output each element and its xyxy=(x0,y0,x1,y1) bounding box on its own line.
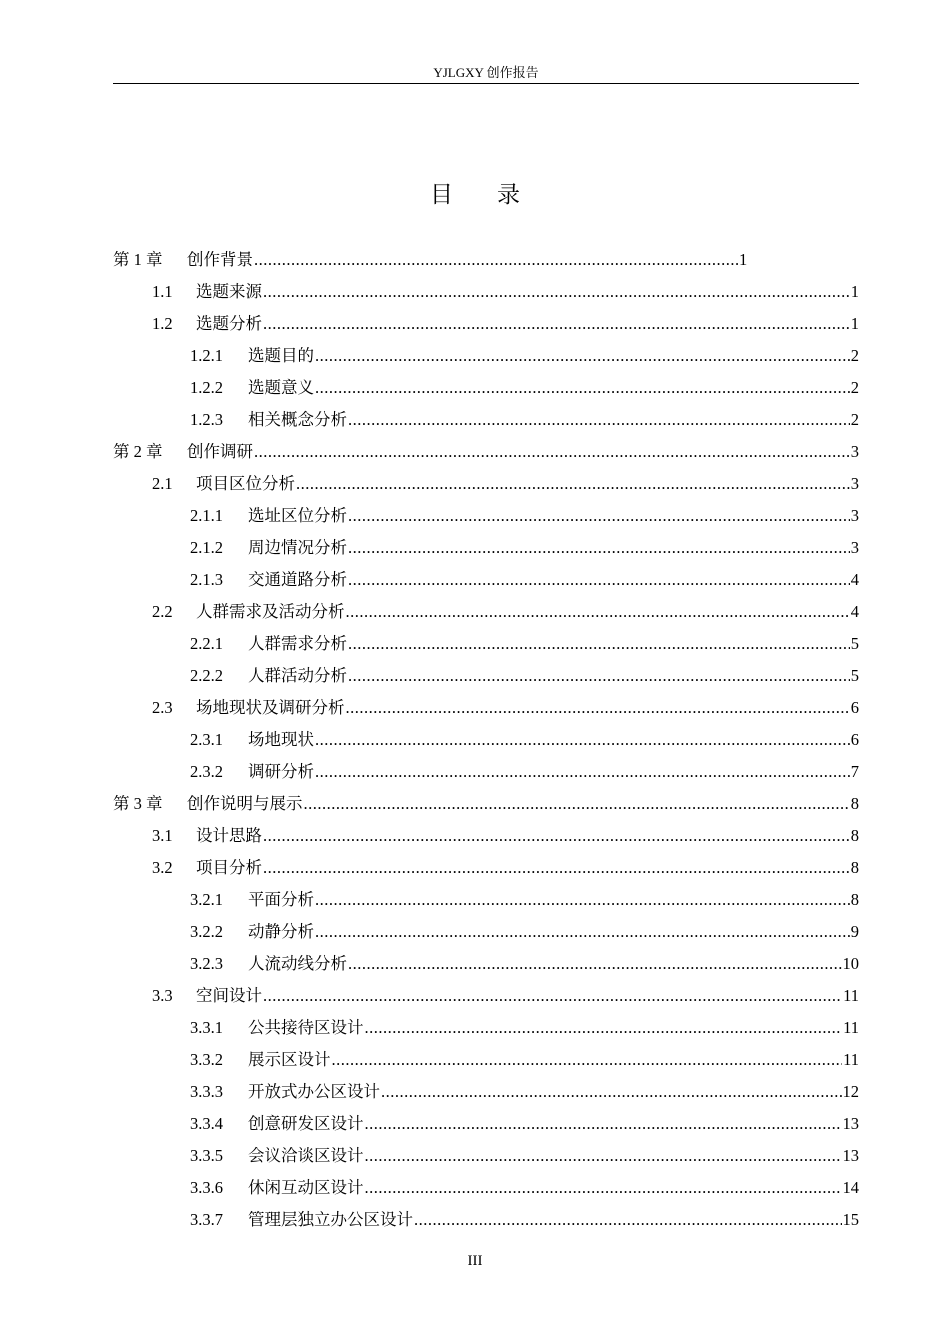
toc-entry-page: 6 xyxy=(850,730,859,749)
toc-entry-title: 休闲互动区设计 xyxy=(248,1178,364,1197)
toc-entry-number: 3.2 xyxy=(152,858,173,877)
toc-entry-number: 1.1 xyxy=(152,282,173,301)
toc-entry-title: 场地现状 xyxy=(248,730,314,749)
toc-entry-title: 人流动线分析 xyxy=(248,954,347,973)
toc-entry[interactable] xyxy=(113,1110,859,1142)
toc-entry-number: 2.2 xyxy=(152,602,173,621)
toc-entry-page: 5 xyxy=(850,634,859,653)
toc-entry[interactable] xyxy=(113,854,859,886)
toc-entry[interactable] xyxy=(113,950,859,982)
toc-entry[interactable] xyxy=(113,1206,859,1238)
toc-entry-title: 项目区位分析 xyxy=(196,474,295,493)
toc-entry-page: 1 xyxy=(850,282,859,301)
toc-entry-title: 创意研发区设计 xyxy=(248,1114,364,1133)
toc-entry-page: 2 xyxy=(850,410,859,429)
toc-entry-page: 7 xyxy=(850,762,859,781)
toc-entry-number: 第 3 章 xyxy=(113,794,163,813)
toc-entry[interactable] xyxy=(113,246,859,278)
toc-entry-title: 开放式办公区设计 xyxy=(248,1082,380,1101)
toc-entry-page: 11 xyxy=(843,1018,859,1037)
toc-entry-page: 4 xyxy=(850,602,859,621)
toc-entry[interactable] xyxy=(113,886,859,918)
toc-entry-number: 第 2 章 xyxy=(113,442,163,461)
toc-leader-dots xyxy=(365,1110,842,1138)
toc-entry-page: 15 xyxy=(842,1210,859,1229)
toc-leader-dots xyxy=(263,278,850,306)
toc-entry-page: 10 xyxy=(842,954,859,973)
toc-entry-title: 空间设计 xyxy=(196,986,262,1005)
toc-entry-number: 3.3.3 xyxy=(190,1082,223,1101)
toc-leader-dots xyxy=(365,1142,842,1170)
toc-entry-title: 选题目的 xyxy=(248,346,314,365)
toc-entry[interactable] xyxy=(113,598,859,630)
toc-entry-page: 12 xyxy=(842,1082,859,1101)
toc-leader-dots xyxy=(365,1174,842,1202)
toc-entry-title: 创作背景 xyxy=(187,250,253,269)
toc-entry-number: 2.1.1 xyxy=(190,506,223,525)
toc-entry[interactable] xyxy=(113,822,859,854)
toc-entry-page: 4 xyxy=(850,570,859,589)
toc-leader-dots xyxy=(315,374,850,402)
toc-entry-number: 3.3.4 xyxy=(190,1114,223,1133)
toc-leader-dots xyxy=(348,566,850,594)
header-rule xyxy=(113,83,859,84)
toc-entry-title: 人群需求及活动分析 xyxy=(196,602,345,621)
toc-entry[interactable] xyxy=(113,278,859,310)
toc-leader-dots xyxy=(254,438,850,466)
toc-entry[interactable] xyxy=(113,534,859,566)
toc-title-left: 目 xyxy=(430,182,453,207)
toc-leader-dots xyxy=(304,790,850,818)
toc-entry-number: 1.2.1 xyxy=(190,346,223,365)
toc-entry[interactable] xyxy=(113,374,859,406)
toc-entry-title: 设计思路 xyxy=(196,826,262,845)
toc-entry-number: 1.2.2 xyxy=(190,378,223,397)
toc-entry-page: 1 xyxy=(850,314,859,333)
toc-leader-dots xyxy=(348,534,850,562)
toc-entry-page: 9 xyxy=(850,922,859,941)
toc-leader-dots xyxy=(315,342,850,370)
toc-entry-title: 管理层独立办公区设计 xyxy=(248,1210,413,1229)
toc-entry-title: 交通道路分析 xyxy=(248,570,347,589)
page-number: III xyxy=(467,1253,483,1269)
toc-title xyxy=(0,176,950,209)
toc-entry-page: 2 xyxy=(850,378,859,397)
toc-entry-title: 选址区位分析 xyxy=(248,506,347,525)
toc-entry[interactable] xyxy=(113,1046,859,1078)
toc-entry-title: 平面分析 xyxy=(248,890,314,909)
toc-entry[interactable] xyxy=(113,630,859,662)
toc-entry-page: 11 xyxy=(843,1050,859,1069)
toc-entry-number: 3.3.5 xyxy=(190,1146,223,1165)
toc-entry-number: 3.2.3 xyxy=(190,954,223,973)
toc-entry[interactable] xyxy=(113,406,859,438)
toc-entry-title: 选题来源 xyxy=(196,282,262,301)
toc-entry-number: 2.2.2 xyxy=(190,666,223,685)
toc-leader-dots xyxy=(315,726,850,754)
toc-leader-dots xyxy=(414,1206,842,1234)
toc-leader-dots xyxy=(332,1046,843,1074)
toc-entry-number: 2.2.1 xyxy=(190,634,223,653)
toc-entry[interactable] xyxy=(113,470,859,502)
toc-entry-number: 3.3 xyxy=(152,986,173,1005)
toc-entry[interactable] xyxy=(113,662,859,694)
toc-entry[interactable] xyxy=(113,758,859,790)
toc-entry-page: 14 xyxy=(842,1178,859,1197)
toc-entry-page: 8 xyxy=(850,890,859,909)
toc-entry-title: 会议洽谈区设计 xyxy=(248,1146,364,1165)
toc-leader-dots xyxy=(263,822,850,850)
toc-leader-dots xyxy=(315,918,850,946)
toc-entry[interactable] xyxy=(113,1142,859,1174)
toc-leader-dots xyxy=(263,854,850,882)
toc-entry-number: 3.2.1 xyxy=(190,890,223,909)
toc-entry-page: 3 xyxy=(850,506,859,525)
toc-entry[interactable] xyxy=(113,438,859,470)
toc-entry-title: 项目分析 xyxy=(196,858,262,877)
toc-entry-page: 8 xyxy=(850,826,859,845)
toc-entry[interactable] xyxy=(113,342,859,374)
toc-leader-dots xyxy=(296,470,850,498)
toc-entry[interactable] xyxy=(113,790,859,822)
toc-entry-number: 2.1.3 xyxy=(190,570,223,589)
toc-entry[interactable] xyxy=(113,310,859,342)
toc-leader-dots xyxy=(348,406,850,434)
toc-entry-page: 5 xyxy=(850,666,859,685)
toc-entry-title: 选题意义 xyxy=(248,378,314,397)
toc-entry-title: 动静分析 xyxy=(248,922,314,941)
toc-entry-number: 2.1 xyxy=(152,474,173,493)
toc-entry-number: 2.1.2 xyxy=(190,538,223,557)
toc-entry[interactable] xyxy=(113,566,859,598)
toc-entry-number: 2.3 xyxy=(152,698,173,717)
toc-entry[interactable] xyxy=(113,694,859,726)
toc-entry-title: 选题分析 xyxy=(196,314,262,333)
toc-leader-dots xyxy=(348,950,842,978)
toc-entry-number: 第 1 章 xyxy=(113,250,163,269)
toc-entry[interactable] xyxy=(113,1014,859,1046)
toc-entry-number: 1.2.3 xyxy=(190,410,223,429)
toc-entry-number: 1.2 xyxy=(152,314,173,333)
toc-entry-title: 人群活动分析 xyxy=(248,666,347,685)
toc-entry-page: 11 xyxy=(843,986,859,1005)
toc-entry-number: 3.2.2 xyxy=(190,922,223,941)
page-header: YJLGXY 创作报告 xyxy=(433,65,539,80)
toc-leader-dots xyxy=(263,310,850,338)
toc-entry-page: 2 xyxy=(850,346,859,365)
toc-leader-dots xyxy=(348,630,850,658)
toc-entry[interactable] xyxy=(113,726,859,758)
toc-entry-number: 3.3.2 xyxy=(190,1050,223,1069)
toc-entry[interactable] xyxy=(113,502,859,534)
toc-entry[interactable] xyxy=(113,918,859,950)
toc-entry-title: 人群需求分析 xyxy=(248,634,347,653)
toc-entry-number: 3.1 xyxy=(152,826,173,845)
toc-entry-page: 13 xyxy=(842,1146,859,1165)
toc-entry-number: 3.3.1 xyxy=(190,1018,223,1037)
toc-entry[interactable] xyxy=(113,1174,859,1206)
toc-title-right: 录 xyxy=(497,182,520,207)
toc-leader-dots xyxy=(346,598,850,626)
toc-leader-dots xyxy=(381,1078,842,1106)
toc-entry-page: 3 xyxy=(850,538,859,557)
toc-entry-page: 13 xyxy=(842,1114,859,1133)
toc-leader-dots xyxy=(315,758,850,786)
toc-entry-number: 2.3.2 xyxy=(190,762,223,781)
toc-entry-title: 相关概念分析 xyxy=(248,410,347,429)
toc-leader-dots xyxy=(348,502,850,530)
toc-entry-title: 创作说明与展示 xyxy=(187,794,303,813)
toc-entry-title: 公共接待区设计 xyxy=(248,1018,364,1037)
toc-leader-dots xyxy=(365,1014,843,1042)
toc-leader-dots xyxy=(348,662,850,690)
toc-entry-title: 周边情况分析 xyxy=(248,538,347,557)
toc-leader-dots xyxy=(263,982,842,1010)
toc-leader-dots xyxy=(254,246,738,274)
toc-entry[interactable] xyxy=(113,1078,859,1110)
toc-entry-page: 8 xyxy=(850,794,859,813)
toc-entry-page: 3 xyxy=(850,442,859,461)
toc-entry[interactable] xyxy=(113,982,859,1014)
toc-entry-number: 3.3.6 xyxy=(190,1178,223,1197)
table-of-contents xyxy=(113,246,859,1238)
toc-entry-title: 调研分析 xyxy=(248,762,314,781)
toc-entry-page: 3 xyxy=(850,474,859,493)
toc-entry-number: 2.3.1 xyxy=(190,730,223,749)
toc-entry-title: 创作调研 xyxy=(187,442,253,461)
toc-entry-page: 8 xyxy=(850,858,859,877)
toc-entry-page: 1 xyxy=(739,250,748,269)
toc-entry-title: 展示区设计 xyxy=(248,1050,331,1069)
toc-leader-dots xyxy=(315,886,850,914)
toc-entry-page: 6 xyxy=(850,698,859,717)
toc-entry-number: 3.3.7 xyxy=(190,1210,223,1229)
toc-leader-dots xyxy=(346,694,850,722)
toc-entry-title: 场地现状及调研分析 xyxy=(196,698,345,717)
